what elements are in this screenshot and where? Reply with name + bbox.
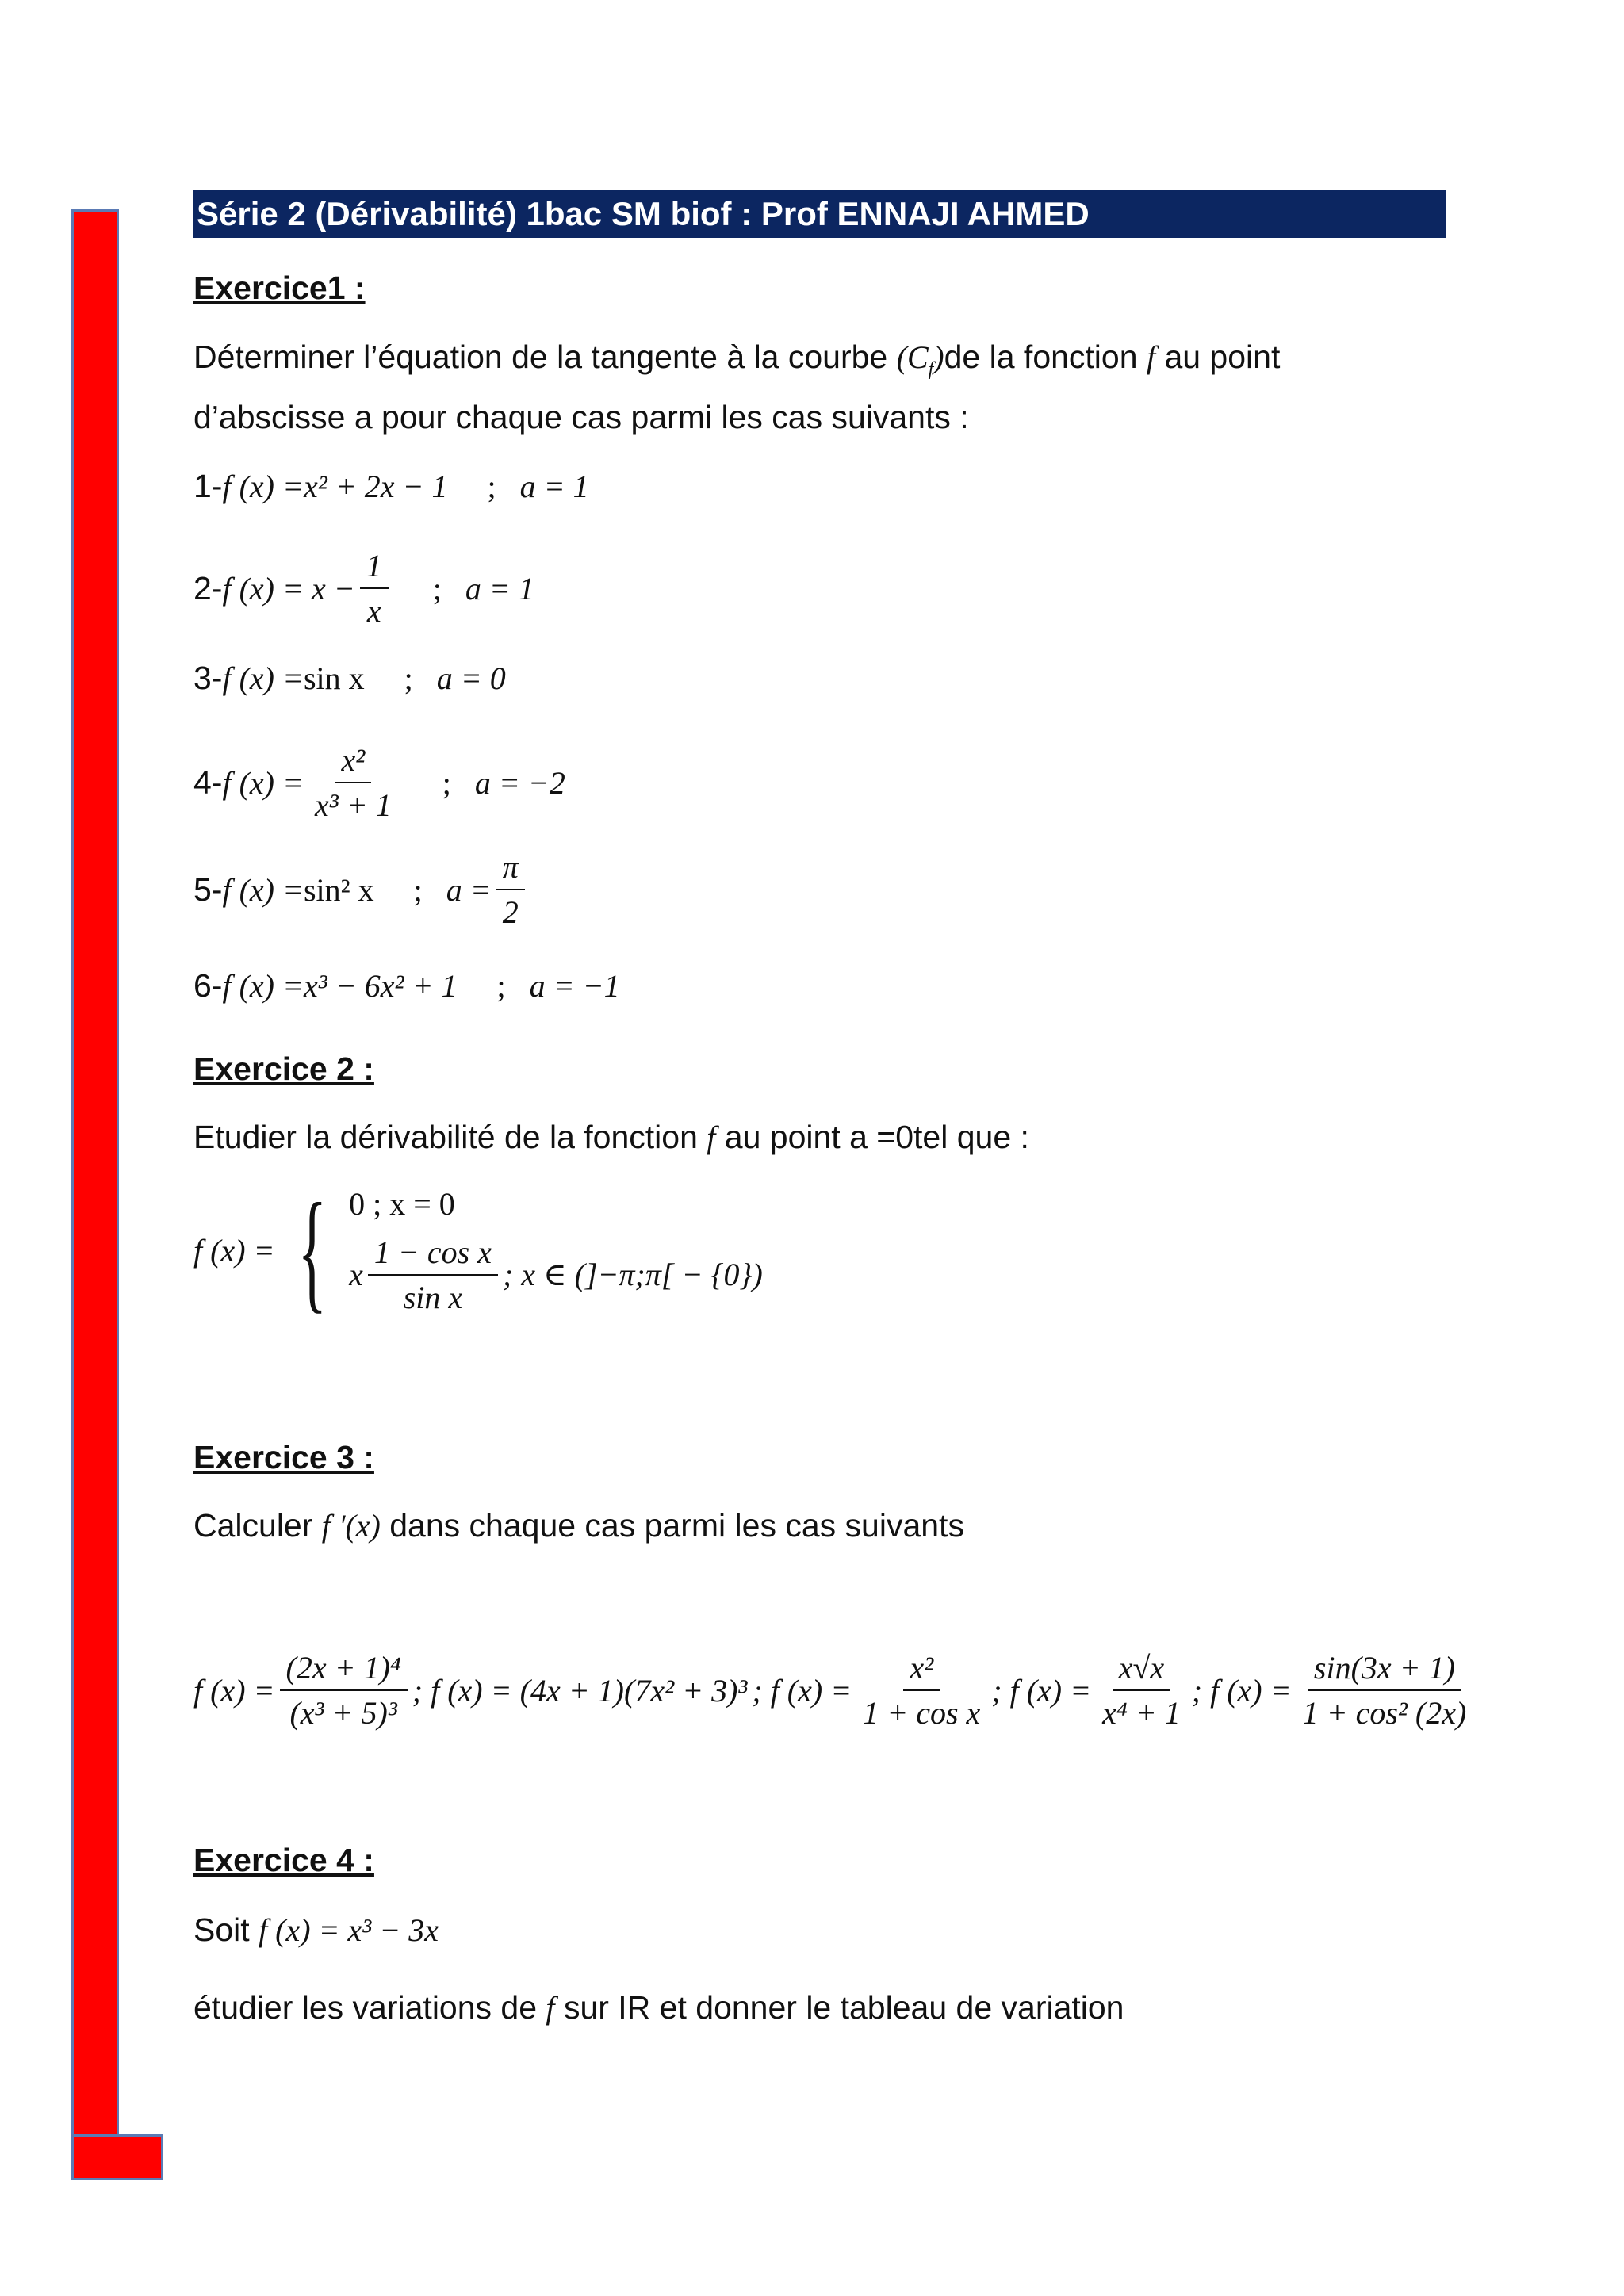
intro-text-2: au point a =0tel que :	[715, 1119, 1029, 1155]
fraction-denominator: (x³ + 5)³	[289, 1695, 397, 1731]
fraction-numerator: π	[496, 848, 525, 890]
left-margin-bar	[71, 209, 119, 2178]
f3-lhs: ; f (x) =	[752, 1672, 852, 1709]
item-a-lhs: a =	[446, 871, 492, 908]
ex1-item-3	[193, 660, 506, 697]
intro-text: Etudier la dérivabilité de la fonction	[193, 1119, 707, 1155]
exercise-1-heading: Exercice1 :	[193, 270, 366, 306]
item-lhs: f (x) =	[222, 469, 304, 504]
function-definition: f (x) = x³ − 3x	[259, 1912, 439, 1948]
f3-fraction	[856, 1649, 986, 1732]
case-2	[349, 1234, 763, 1316]
item-separator: ;	[413, 871, 423, 908]
fraction-denominator: x⁴ + 1	[1102, 1695, 1181, 1731]
derivative-symbol: f '(x)	[321, 1508, 381, 1544]
item-separator: ;	[432, 570, 442, 607]
piecewise-lhs: f (x) =	[193, 1232, 275, 1269]
function-symbol: f	[546, 1990, 555, 2026]
exercise-4-instruction	[193, 1988, 1124, 2027]
item-a-value: a = −2	[474, 764, 565, 801]
fraction-numerator: x²	[335, 741, 371, 783]
instruction-text: étudier les variations de	[193, 1989, 546, 2026]
ex1-item-1	[193, 468, 589, 505]
soit-text: Soit	[193, 1911, 259, 1948]
case-2-condition: ; x ∈ (]−π;π[ − {0})	[502, 1257, 763, 1292]
function-symbol: f	[1146, 339, 1156, 375]
fraction-numerator: x²	[903, 1649, 940, 1691]
f2-expression: ; f (x) = (4x + 1)(7x² + 3)³	[412, 1672, 748, 1709]
left-margin-foot	[71, 2134, 163, 2180]
fraction-denominator: x	[366, 593, 381, 629]
exercise-1-intro-line2: d’abscisse a pour chaque cas parmi les cas suivants :	[193, 399, 969, 435]
exercise-3-intro	[193, 1506, 964, 1545]
exercise-2-intro	[193, 1118, 1029, 1157]
item-number: 3-	[193, 660, 223, 696]
f4-lhs: ; f (x) =	[991, 1672, 1092, 1709]
item-expression: x³ − 6x² + 1	[303, 968, 458, 1004]
case-2-x: x	[349, 1257, 363, 1292]
curve-close: )	[933, 339, 944, 375]
item-a-value: a = 1	[465, 570, 534, 607]
item-separator: ;	[496, 968, 506, 1004]
item-number: 2-	[193, 569, 223, 607]
exercise-3-heading: Exercice 3 :	[193, 1439, 374, 1475]
intro-text: Déterminer l’équation de la tangente à la courbe	[193, 339, 897, 375]
item-lhs: f (x) = x −	[222, 570, 355, 607]
instruction-text-2: sur IR et donner le tableau de variation	[554, 1989, 1124, 2026]
ex1-item-6	[193, 967, 620, 1004]
fraction-numerator: 1 − cos x	[368, 1234, 498, 1276]
f1-fraction	[280, 1649, 408, 1732]
item-lhs: f (x) =	[222, 871, 304, 908]
intro-text-2: dans chaque cas parmi les cas suivants	[380, 1507, 964, 1544]
piecewise-cases	[349, 1185, 763, 1316]
item-expression: sin x	[303, 660, 365, 696]
exercise-3-formulas	[193, 1649, 1477, 1732]
item-expression: sin² x	[303, 871, 374, 908]
fraction-denominator: 1 + cos² (2x)	[1302, 1695, 1467, 1731]
item-lhs: f (x) =	[222, 660, 304, 696]
fraction-numerator: (2x + 1)⁴	[280, 1649, 408, 1691]
function-symbol: f	[707, 1119, 716, 1155]
item-lhs: f (x) =	[222, 968, 304, 1004]
intro-text-2: de la fonction	[944, 339, 1147, 375]
item-a-value: a = 1	[519, 469, 589, 504]
item-a-value: a = 0	[436, 660, 506, 696]
item-separator: ;	[404, 660, 413, 696]
item-number: 4-	[193, 763, 223, 801]
intro-text-3: au point	[1155, 339, 1281, 375]
fraction-denominator: x³ + 1	[314, 787, 392, 823]
exercise-1-intro-line1	[193, 338, 1280, 381]
item-lhs: f (x) =	[222, 764, 304, 801]
ex1-item-4	[193, 741, 565, 824]
item-number: 6-	[193, 967, 223, 1004]
fraction-numerator: 1	[360, 547, 389, 589]
exercise-4-heading: Exercice 4 :	[193, 1842, 374, 1878]
page-title: Série 2 (Dérivabilité) 1bac SM biof : Prof ENNAJI AHMED	[193, 190, 1446, 238]
f1-lhs: f (x) =	[193, 1672, 275, 1709]
curve-symbol	[896, 339, 944, 380]
f4-fraction	[1096, 1649, 1187, 1732]
f5-fraction	[1297, 1649, 1473, 1732]
piecewise-definition	[193, 1176, 763, 1325]
fraction-denominator: 1 + cos x	[863, 1695, 981, 1731]
curve-sub: f	[928, 359, 934, 380]
item-expression: x² + 2x − 1	[303, 469, 448, 504]
fraction-numerator: sin(3x + 1)	[1308, 1649, 1461, 1691]
item-fraction	[308, 741, 398, 824]
item-number: 5-	[193, 871, 223, 908]
exercise-4-definition	[193, 1911, 439, 1950]
item-separator: ;	[487, 469, 496, 504]
document-page	[193, 190, 1467, 2026]
ex1-item-2	[193, 547, 534, 629]
left-brace: {	[297, 1176, 327, 1325]
item-a-fraction	[496, 848, 525, 931]
item-fraction	[360, 547, 389, 629]
case-2-fraction	[368, 1234, 498, 1316]
fraction-numerator: x√x	[1113, 1649, 1170, 1691]
ex1-item-5	[193, 848, 530, 931]
case-1: 0 ; x = 0	[349, 1185, 455, 1222]
curve-open: (C	[896, 339, 929, 375]
fraction-denominator: 2	[502, 894, 519, 930]
intro-text: Calculer	[193, 1507, 322, 1544]
fraction-denominator: sin x	[403, 1279, 463, 1315]
item-number: 1-	[193, 468, 223, 504]
exercise-2-heading: Exercice 2 :	[193, 1050, 374, 1087]
item-a-value: a = −1	[529, 968, 620, 1004]
item-separator: ;	[442, 764, 451, 801]
f5-lhs: ; f (x) =	[1191, 1672, 1292, 1709]
